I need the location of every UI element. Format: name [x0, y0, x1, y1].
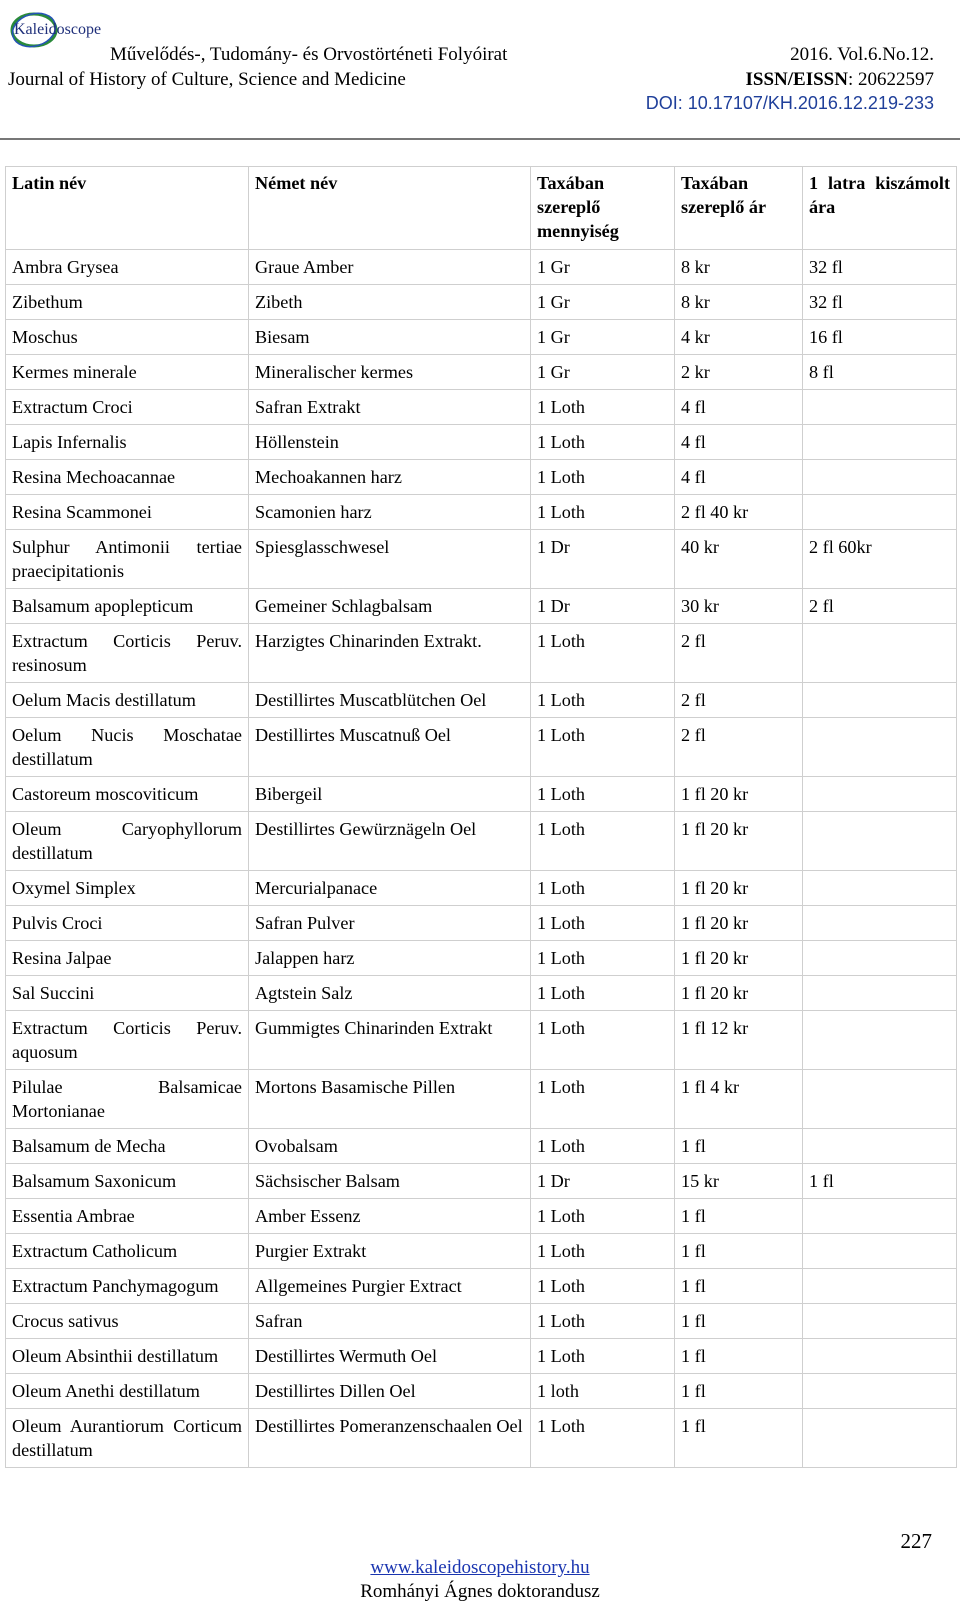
cell-price: 2 fl 40 kr — [675, 495, 803, 530]
cell-german-name: Mechoakannen harz — [249, 460, 531, 495]
cell-price-per-latra — [803, 1011, 957, 1070]
cell-price: 2 fl — [675, 718, 803, 777]
table-row — [6, 285, 957, 320]
cell-quantity: 1 Dr — [531, 1164, 675, 1199]
cell-german-name: Mortons Basamische Pillen — [249, 1070, 531, 1129]
cell-latin-name: Pilulae Balsamicae Mortonianae — [6, 1070, 249, 1129]
cell-quantity: 1 Loth — [531, 941, 675, 976]
cell-german-name: Jalappen harz — [249, 941, 531, 976]
table-row — [6, 1409, 957, 1468]
cell-german-name: Amber Essenz — [249, 1199, 531, 1234]
cell-price-per-latra: 1 fl — [803, 1164, 957, 1199]
cell-price-per-latra — [803, 871, 957, 906]
cell-german-name: Destillirtes Dillen Oel — [249, 1374, 531, 1409]
table-row — [6, 1164, 957, 1199]
cell-price-per-latra — [803, 1409, 957, 1468]
cell-quantity: 1 Loth — [531, 1070, 675, 1129]
cell-german-name: Safran Extrakt — [249, 390, 531, 425]
table-row — [6, 589, 957, 624]
svg-text:Kaleidoscope: Kaleidoscope — [14, 21, 102, 38]
cell-price-per-latra — [803, 390, 957, 425]
cell-price-per-latra — [803, 941, 957, 976]
cell-price-per-latra — [803, 812, 957, 871]
cell-quantity: 1 Loth — [531, 777, 675, 812]
issn-value: : 20622597 — [847, 69, 934, 90]
cell-quantity: 1 Dr — [531, 589, 675, 624]
cell-german-name: Spiesglasschwesel — [249, 530, 531, 589]
cell-german-name: Mercurialpanace — [249, 871, 531, 906]
table-row — [6, 320, 957, 355]
cell-german-name: Biesam — [249, 320, 531, 355]
cell-price: 1 fl 12 kr — [675, 1011, 803, 1070]
header-quantity: Taxában szereplő mennyiség — [531, 167, 675, 250]
cell-quantity: 1 Loth — [531, 976, 675, 1011]
cell-latin-name: Kermes minerale — [6, 355, 249, 390]
cell-price: 1 fl — [675, 1409, 803, 1468]
cell-german-name: Mineralischer kermes — [249, 355, 531, 390]
cell-latin-name: Resina Mechoacannae — [6, 460, 249, 495]
cell-price: 2 fl — [675, 683, 803, 718]
page-header — [0, 0, 960, 140]
cell-german-name: Sächsischer Balsam — [249, 1164, 531, 1199]
cell-price: 1 fl 20 kr — [675, 777, 803, 812]
header-latin-name: Latin név — [6, 167, 249, 250]
cell-price: 1 fl 20 kr — [675, 941, 803, 976]
author-line: Romhányi Ágnes doktorandusz — [360, 1581, 600, 1602]
cell-quantity: 1 Loth — [531, 495, 675, 530]
table-row — [6, 1269, 957, 1304]
table-row — [6, 812, 957, 871]
cell-price-per-latra: 2 fl 60kr — [803, 530, 957, 589]
cell-latin-name: Lapis Infernalis — [6, 425, 249, 460]
cell-price: 1 fl — [675, 1199, 803, 1234]
cell-price-per-latra: 32 fl — [803, 250, 957, 285]
cell-latin-name: Zibethum — [6, 285, 249, 320]
cell-price-per-latra — [803, 718, 957, 777]
kaleidoscope-logo — [6, 4, 116, 52]
journal-title-hu: Művelődés-, Tudomány- és Orvostörténeti Folyóirat — [110, 44, 508, 65]
cell-latin-name: Castoreum moscoviticum — [6, 777, 249, 812]
cell-quantity: 1 Loth — [531, 1129, 675, 1164]
cell-quantity: 1 Loth — [531, 683, 675, 718]
cell-latin-name: Extractum Corticis Peruv. aquosum — [6, 1011, 249, 1070]
table-row — [6, 941, 957, 976]
cell-latin-name: Oleum Caryophyllorum destillatum — [6, 812, 249, 871]
cell-price: 1 fl 20 kr — [675, 812, 803, 871]
cell-price: 1 fl — [675, 1339, 803, 1374]
cell-german-name: Safran — [249, 1304, 531, 1339]
table-row — [6, 1374, 957, 1409]
table-row — [6, 718, 957, 777]
cell-price: 4 fl — [675, 460, 803, 495]
journal-title-en: Journal of History of Culture, Science and Medicine — [8, 69, 406, 90]
cell-latin-name: Crocus sativus — [6, 1304, 249, 1339]
cell-latin-name: Pulvis Croci — [6, 906, 249, 941]
cell-price-per-latra — [803, 1304, 957, 1339]
cell-quantity: 1 Loth — [531, 812, 675, 871]
cell-price: 2 kr — [675, 355, 803, 390]
cell-price-per-latra: 8 fl — [803, 355, 957, 390]
website-link[interactable]: www.kaleidoscopehistory.hu — [370, 1557, 590, 1578]
cell-price: 1 fl — [675, 1269, 803, 1304]
table-row — [6, 530, 957, 589]
cell-quantity: 1 Loth — [531, 624, 675, 683]
cell-german-name: Allgemeines Purgier Extract — [249, 1269, 531, 1304]
cell-price-per-latra — [803, 1070, 957, 1129]
cell-latin-name: Oleum Anethi destillatum — [6, 1374, 249, 1409]
cell-price: 1 fl 20 kr — [675, 906, 803, 941]
table-row — [6, 976, 957, 1011]
cell-quantity: 1 Loth — [531, 718, 675, 777]
cell-german-name: Destillirtes Muscatnuß Oel — [249, 718, 531, 777]
header-price: Taxában szereplő ár — [675, 167, 803, 250]
cell-price-per-latra — [803, 1374, 957, 1409]
table-row — [6, 355, 957, 390]
cell-latin-name: Resina Jalpae — [6, 941, 249, 976]
table-row — [6, 683, 957, 718]
cell-quantity: 1 Loth — [531, 460, 675, 495]
cell-price-per-latra — [803, 777, 957, 812]
cell-quantity: 1 Loth — [531, 1199, 675, 1234]
cell-quantity: 1 Loth — [531, 1011, 675, 1070]
cell-price: 4 kr — [675, 320, 803, 355]
cell-latin-name: Oxymel Simplex — [6, 871, 249, 906]
cell-price-per-latra — [803, 1199, 957, 1234]
table-row — [6, 390, 957, 425]
cell-quantity: 1 Loth — [531, 906, 675, 941]
cell-quantity: 1 Loth — [531, 1409, 675, 1468]
cell-price: 8 kr — [675, 250, 803, 285]
table-row — [6, 1011, 957, 1070]
cell-price: 2 fl — [675, 624, 803, 683]
cell-latin-name: Extractum Catholicum — [6, 1234, 249, 1269]
cell-german-name: Harzigtes Chinarinden Extrakt. — [249, 624, 531, 683]
cell-quantity: 1 Loth — [531, 1304, 675, 1339]
cell-price-per-latra — [803, 1269, 957, 1304]
cell-price-per-latra — [803, 460, 957, 495]
table-body — [6, 250, 957, 1468]
cell-quantity: 1 Loth — [531, 390, 675, 425]
cell-german-name: Safran Pulver — [249, 906, 531, 941]
cell-latin-name: Sal Succini — [6, 976, 249, 1011]
cell-german-name: Destillirtes Pomeranzenschaalen Oel — [249, 1409, 531, 1468]
table-row — [6, 1199, 957, 1234]
cell-german-name: Purgier Extrakt — [249, 1234, 531, 1269]
cell-price: 1 fl — [675, 1129, 803, 1164]
table-row — [6, 425, 957, 460]
cell-price: 30 kr — [675, 589, 803, 624]
cell-german-name: Destillirtes Muscatblütchen Oel — [249, 683, 531, 718]
cell-price: 1 fl — [675, 1304, 803, 1339]
table-row — [6, 871, 957, 906]
cell-quantity: 1 Dr — [531, 530, 675, 589]
cell-german-name: Destillirtes Wermuth Oel — [249, 1339, 531, 1374]
table-row — [6, 1304, 957, 1339]
table-row — [6, 624, 957, 683]
cell-latin-name: Oelum Nucis Moschatae destillatum — [6, 718, 249, 777]
header-divider — [0, 138, 960, 140]
cell-price: 1 fl — [675, 1374, 803, 1409]
price-table — [5, 166, 957, 1468]
cell-german-name: Scamonien harz — [249, 495, 531, 530]
cell-quantity: 1 Loth — [531, 425, 675, 460]
cell-quantity: 1 Gr — [531, 285, 675, 320]
table-row — [6, 1339, 957, 1374]
cell-price-per-latra — [803, 1339, 957, 1374]
cell-german-name: Ovobalsam — [249, 1129, 531, 1164]
cell-price-per-latra: 32 fl — [803, 285, 957, 320]
cell-latin-name: Ambra Grysea — [6, 250, 249, 285]
cell-price-per-latra — [803, 976, 957, 1011]
table-row — [6, 1070, 957, 1129]
cell-latin-name: Extractum Corticis Peruv. resinosum — [6, 624, 249, 683]
cell-price: 8 kr — [675, 285, 803, 320]
doi-info: DOI: 10.17107/KH.2016.12.219-233 — [645, 93, 934, 113]
cell-quantity: 1 Loth — [531, 1339, 675, 1374]
cell-quantity: 1 Loth — [531, 871, 675, 906]
cell-price-per-latra — [803, 683, 957, 718]
table-row — [6, 250, 957, 285]
cell-german-name: Gemeiner Schlagbalsam — [249, 589, 531, 624]
cell-latin-name: Extractum Panchymagogum — [6, 1269, 249, 1304]
cell-price: 40 kr — [675, 530, 803, 589]
cell-quantity: 1 Gr — [531, 320, 675, 355]
cell-latin-name: Balsamum apoplepticum — [6, 589, 249, 624]
cell-latin-name: Oelum Macis destillatum — [6, 683, 249, 718]
cell-quantity: 1 Loth — [531, 1234, 675, 1269]
header-german-name: Német név — [249, 167, 531, 250]
header-price-per-latra: 1 latra kiszámolt ára — [803, 167, 957, 250]
table-row — [6, 460, 957, 495]
cell-german-name: Gummigtes Chinarinden Extrakt — [249, 1011, 531, 1070]
cell-price: 1 fl 20 kr — [675, 871, 803, 906]
cell-price: 1 fl — [675, 1234, 803, 1269]
cell-latin-name: Oleum Aurantiorum Corticum destillatum — [6, 1409, 249, 1468]
cell-price-per-latra — [803, 425, 957, 460]
cell-quantity: 1 Loth — [531, 1269, 675, 1304]
cell-german-name: Zibeth — [249, 285, 531, 320]
cell-price: 4 fl — [675, 390, 803, 425]
issn-info — [746, 69, 934, 91]
cell-german-name: Graue Amber — [249, 250, 531, 285]
cell-latin-name: Resina Scammonei — [6, 495, 249, 530]
cell-german-name: Agtstein Salz — [249, 976, 531, 1011]
table-row — [6, 495, 957, 530]
cell-german-name: Destillirtes Gewürznägeln Oel — [249, 812, 531, 871]
issn-label: ISSN/EISSN — [745, 69, 848, 90]
cell-latin-name: Balsamum Saxonicum — [6, 1164, 249, 1199]
cell-latin-name: Essentia Ambrae — [6, 1199, 249, 1234]
cell-price-per-latra — [803, 1129, 957, 1164]
cell-price-per-latra — [803, 495, 957, 530]
cell-price: 15 kr — [675, 1164, 803, 1199]
cell-quantity: 1 Gr — [531, 355, 675, 390]
cell-latin-name: Extractum Croci — [6, 390, 249, 425]
table-row — [6, 1234, 957, 1269]
page-number: 227 — [900, 1529, 932, 1553]
cell-price-per-latra: 2 fl — [803, 589, 957, 624]
cell-price-per-latra — [803, 906, 957, 941]
table-row — [6, 777, 957, 812]
table-header-row — [6, 167, 957, 250]
cell-price-per-latra — [803, 1234, 957, 1269]
cell-price: 1 fl 4 kr — [675, 1070, 803, 1129]
cell-price: 4 fl — [675, 425, 803, 460]
cell-latin-name: Oleum Absinthii destillatum — [6, 1339, 249, 1374]
cell-price-per-latra: 16 fl — [803, 320, 957, 355]
table-row — [6, 1129, 957, 1164]
cell-german-name: Bibergeil — [249, 777, 531, 812]
cell-latin-name: Balsamum de Mecha — [6, 1129, 249, 1164]
cell-german-name: Höllenstein — [249, 425, 531, 460]
cell-quantity: 1 Gr — [531, 250, 675, 285]
cell-price: 1 fl 20 kr — [675, 976, 803, 1011]
cell-latin-name: Sulphur Antimonii tertiae praecipitationis — [6, 530, 249, 589]
cell-latin-name: Moschus — [6, 320, 249, 355]
volume-info: 2016. Vol.6.No.12. — [790, 44, 934, 65]
cell-price-per-latra — [803, 624, 957, 683]
table-row — [6, 906, 957, 941]
cell-quantity: 1 loth — [531, 1374, 675, 1409]
